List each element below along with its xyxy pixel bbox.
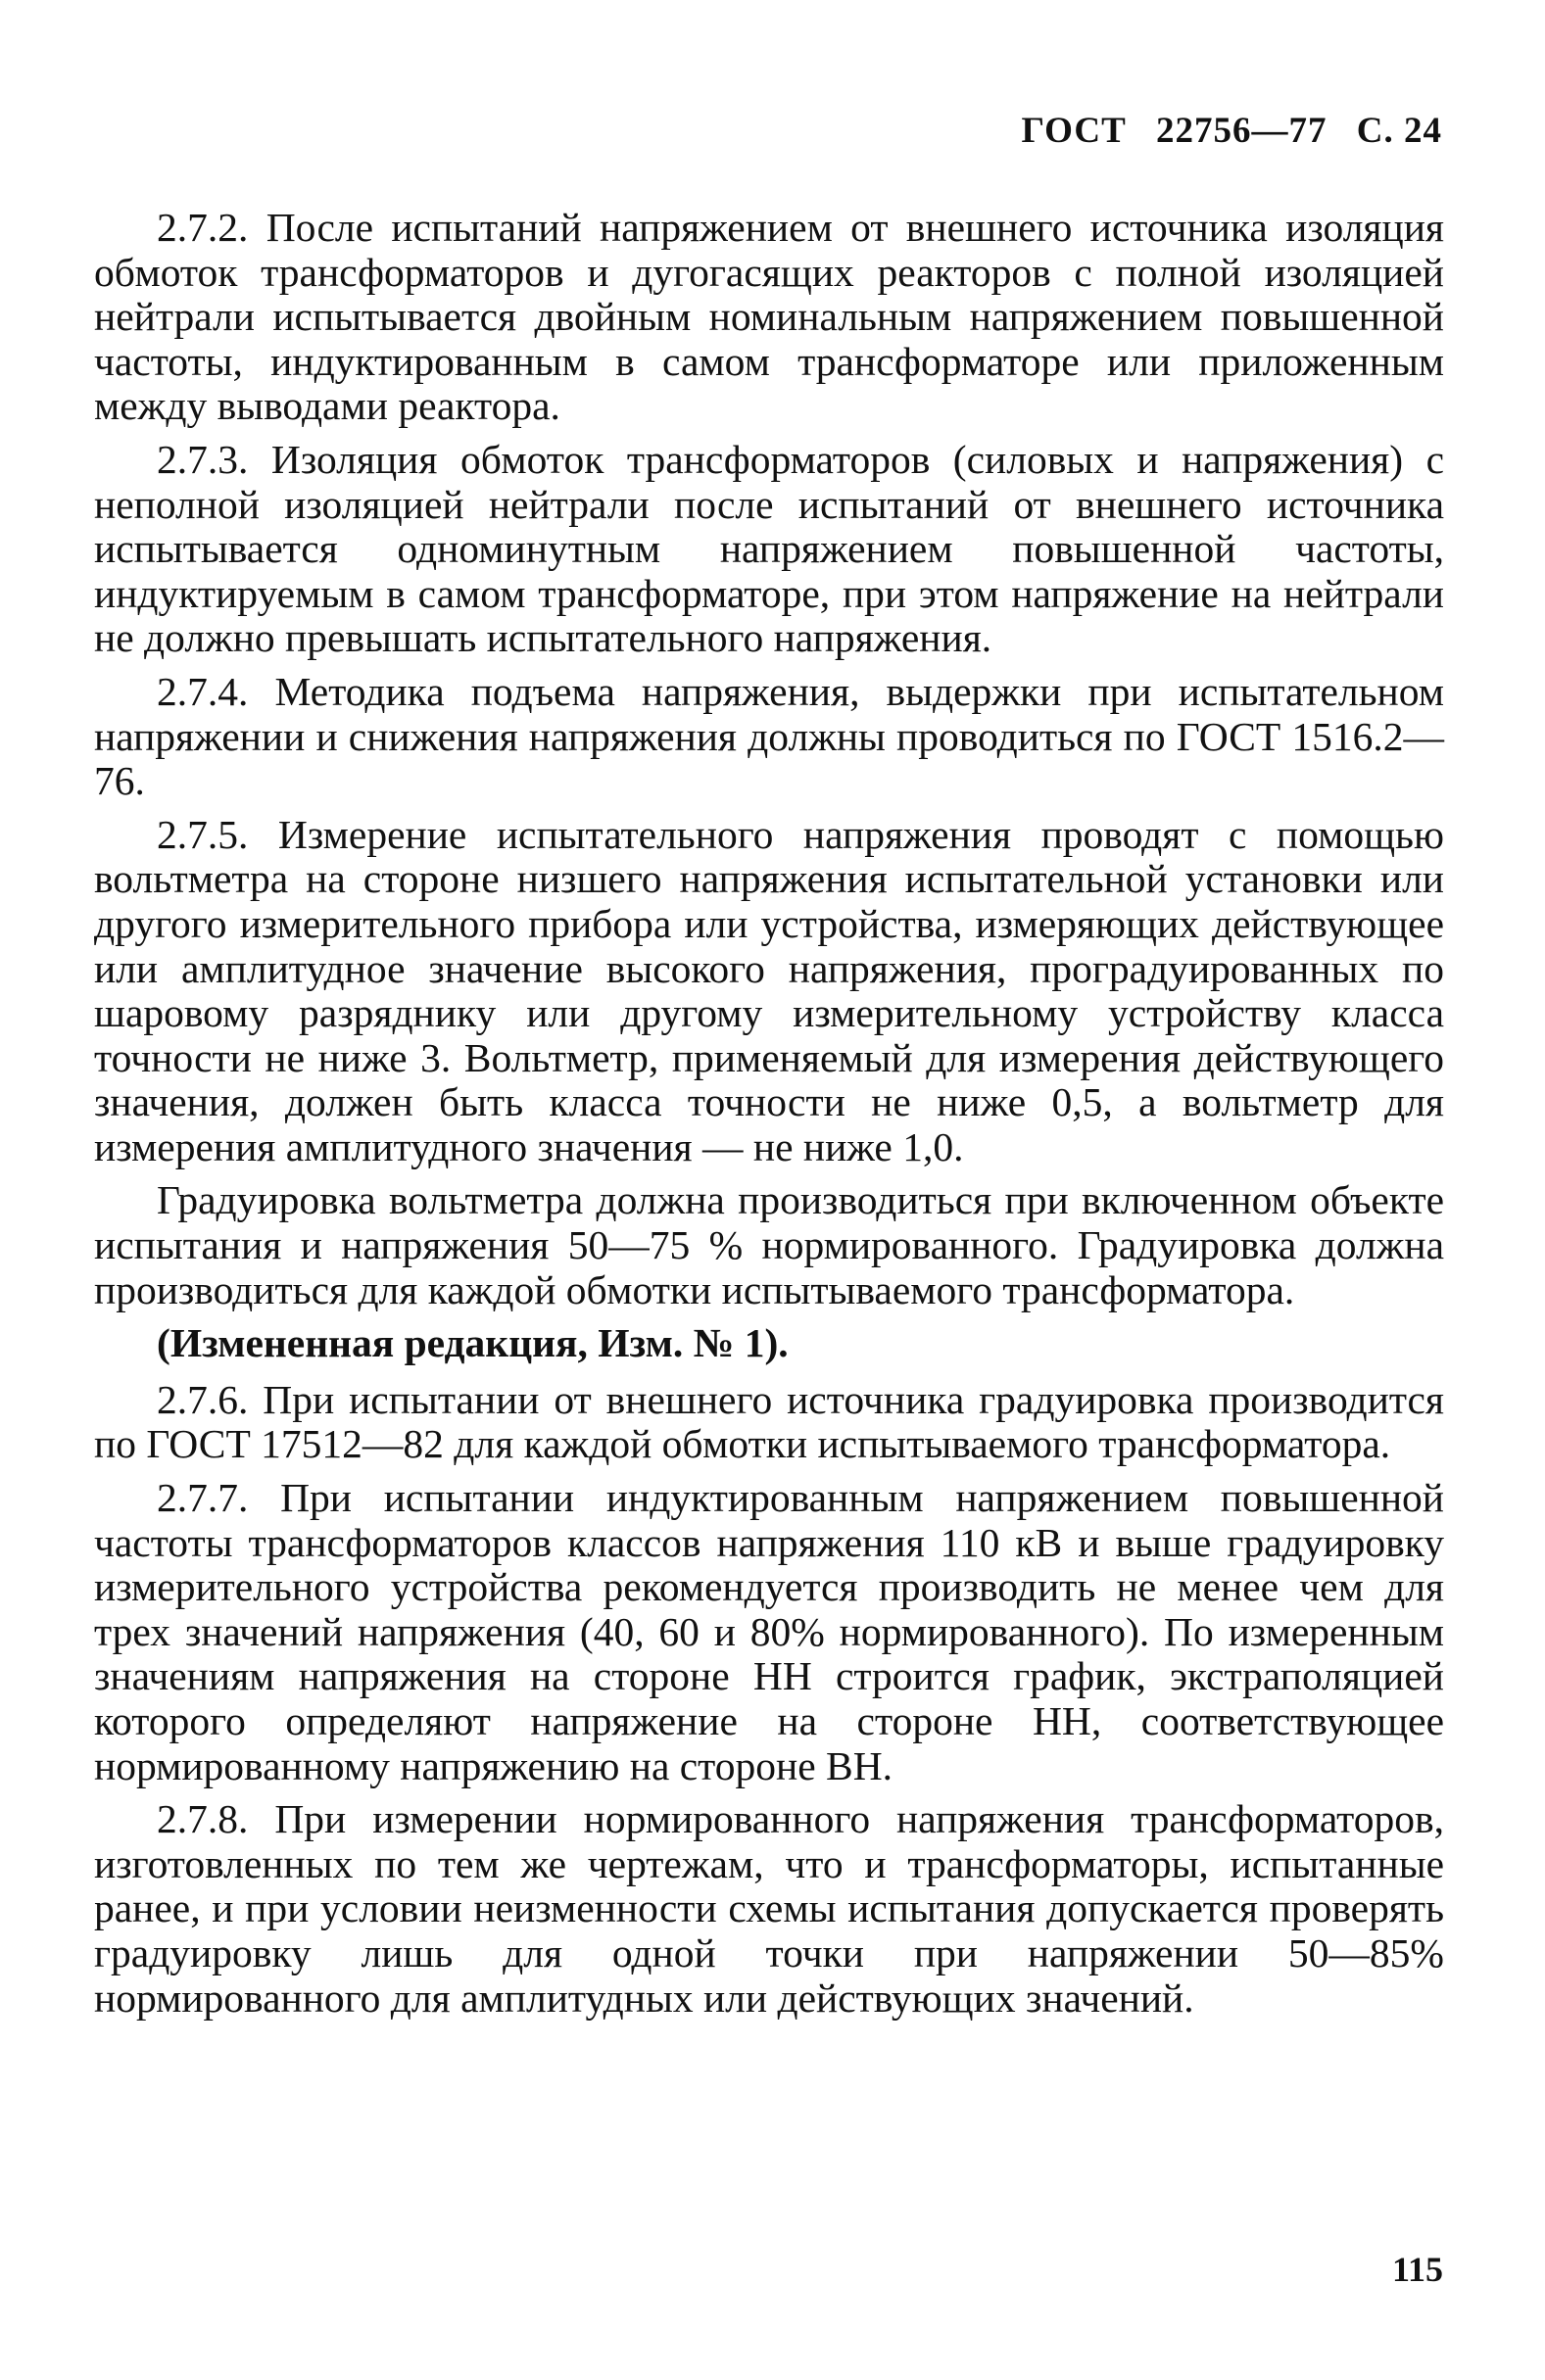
paragraph-2-7-8: 2.7.8. При измерении нормированного напряжения трансформаторов, изготовленных по тем же чертежам, что и трансформаторы, испытанные ранее, и при условии неизменности схемы испытания допускается проверять градуировку лишь для одной точки при напряжении 50—85% нормированного для амплитудных или действующих значений.: [94, 1796, 1444, 2021]
header-standard: ГОСТ: [1021, 111, 1127, 151]
paragraph-2-7-7: 2.7.7. При испытании индуктированным напряжением повышенной частоты трансформаторов классов напряжения 110 кВ и выше градуировку измерительного устройства рекомендуется производить не менее чем для трех значений напряжения (40, 60 и 80% нормированного). По измеренным значениям напряжения на стороне НН строится график, экстраполяцией которого определяют напряжение на стороне НН, соответствующее нормированному напряжению на стороне ВН.: [94, 1475, 1444, 1788]
document-body: [94, 206, 1444, 2029]
paragraph-2-7-4: 2.7.4. Методика подъема напряжения, выдержки при испытательном напряжении и снижения напряжения должны проводиться по ГОСТ 1516.2—76.: [94, 668, 1444, 804]
paragraph-2-7-2: 2.7.2. После испытаний напряжением от внешнего источника изоляция обмоток трансформаторов и дугогасящих реакторов с полной изоляцией нейтрали испытывается двойным номинальным напряжением повышенной частоты, индуктированным в самом трансформаторе или приложенным между выводами реактора.: [94, 205, 1444, 429]
paragraph-2-7-5: 2.7.5. Измерение испытательного напряжения проводят с помощью вольтметра на стороне низшего напряжения испытательной установки или другого измерительного прибора или устройства, измеряющих действующее или амплитудное значение высокого напряжения, проградуированных по шаровому разряднику или другому измерительному устройству класса точности не ниже 3. Вольтметр, применяемый для измерения действующего значения, должен быть класса точности не ниже 0,5, а вольтметр для измерения амплитудного значения — не ниже 1,0.: [94, 811, 1444, 1169]
header-page-ref: С. 24: [1356, 111, 1442, 151]
page-header: [1022, 110, 1442, 152]
paragraph-2-7-3: 2.7.3. Изоляция обмоток трансформаторов (силовых и напряжения) с неполной изоляцией нейтрали после испытаний от внешнего источника испытывается одноминутным напряжением повышенной частоты, индуктируемым в самом трансформаторе, при этом напряжение на нейтрали не должно превышать испытательного напряжения.: [94, 436, 1444, 661]
amendment-note: (Измененная редакция, Изм. № 1).: [157, 1320, 789, 1366]
paragraph-2-7-6: 2.7.6. При испытании от внешнего источника градуировка производится по ГОСТ 17512—82 для каждой обмотки испытываемого трансформатора.: [94, 1376, 1444, 1467]
page-number: 115: [1391, 2250, 1443, 2289]
paragraph-calibration: Градуировка вольтметра должна производиться при включенном объекте испытания и напряжения 50—75 % нормированного. Градуировка должна производиться для каждой обмотки испытываемого трансформатора.: [94, 1177, 1444, 1312]
header-number: 22756—77: [1156, 111, 1328, 151]
